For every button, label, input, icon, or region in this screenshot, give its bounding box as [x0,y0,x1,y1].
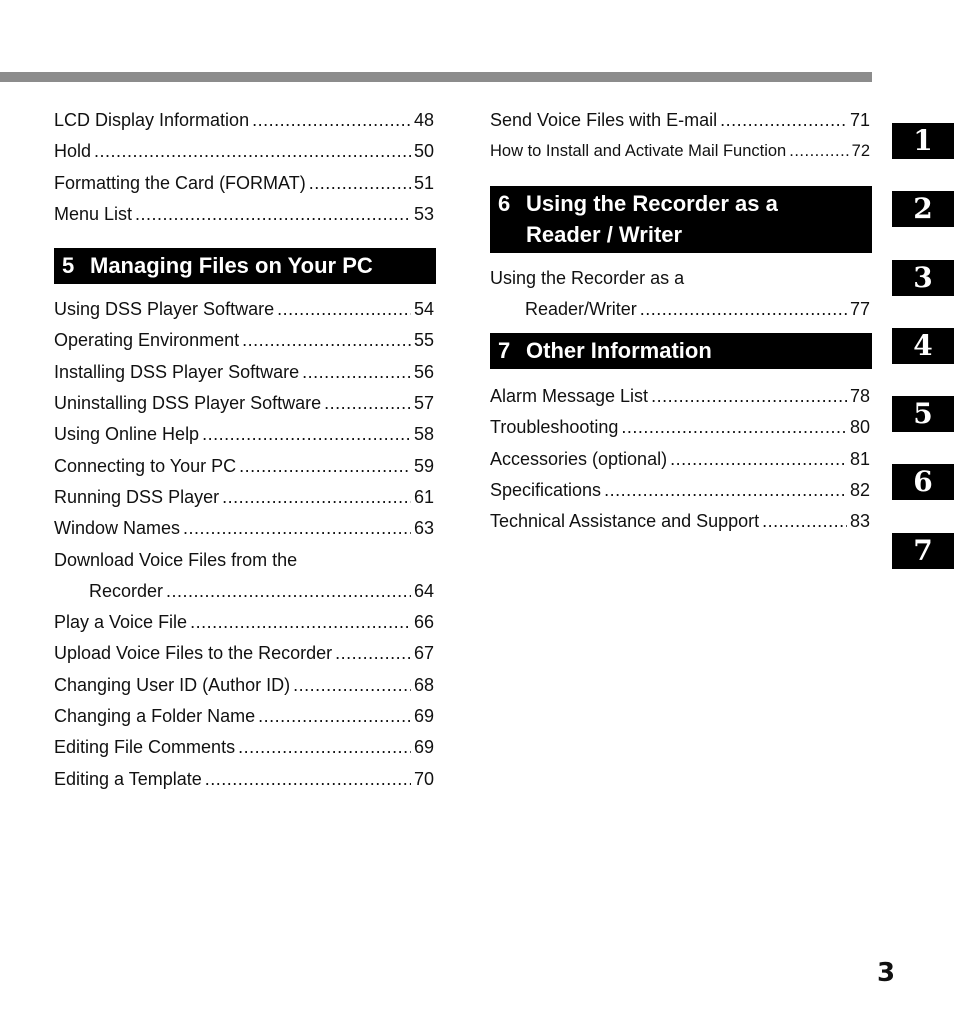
toc-entry-line1[interactable]: Download Voice Files from the [54,549,298,570]
toc-entry[interactable]: Formatting the Card (FORMAT) ..... 51 [54,168,434,199]
toc-entry[interactable]: Send Voice Files with E-mail ..... 71 [490,105,870,136]
toc-entry[interactable]: Editing File Comments ..... 69 [54,732,434,763]
chapter-tab-7[interactable]: 7 [892,533,954,569]
toc-entry[interactable]: Menu List ..... 53 [54,199,434,230]
toc-entry[interactable]: Upload Voice Files to the Recorder ..... 67 [54,638,434,669]
toc-right-column [490,105,870,538]
toc-entry[interactable]: Using DSS Player Software ..... 54 [54,294,434,325]
toc-entry[interactable]: Using Online Help ..... 58 [54,419,434,450]
toc-entry[interactable]: Play a Voice File ..... 66 [54,607,434,638]
chapter-tabs [892,123,954,601]
chapter-tab-5[interactable]: 5 [892,396,954,432]
chapter-tab-3[interactable]: 3 [892,260,954,296]
section-heading-7: 7 Other Information [490,333,872,369]
toc-entry[interactable]: LCD Display Information ..... 48 [54,105,434,136]
chapter-tab-6[interactable]: 6 [892,464,954,500]
toc-entry-line1[interactable]: Using the Recorder as a [490,267,685,288]
toc-entry[interactable]: Alarm Message List ..... 78 [490,381,870,412]
toc-entry[interactable]: Technical Assistance and Support ..... 83 [490,506,870,537]
chapter-tab-4[interactable]: 4 [892,328,954,364]
toc-entry[interactable]: Connecting to Your PC ..... 59 [54,451,434,482]
toc-entry[interactable]: How to Install and Activate Mail Function ..... 72 [490,136,870,167]
toc-entry[interactable]: Accessories (optional) ..... 81 [490,444,870,475]
toc-entry[interactable]: Hold ..... 50 [54,136,434,167]
toc-entry[interactable]: Installing DSS Player Software ..... 56 [54,357,434,388]
toc-entry[interactable]: Changing User ID (Author ID) ..... 68 [54,670,434,701]
header-rule [0,72,872,82]
chapter-tab-1[interactable]: 1 [892,123,954,159]
toc-entry[interactable]: Reader/Writer ..... 77 [490,294,870,325]
toc-entry[interactable]: Changing a Folder Name ..... 69 [54,701,434,732]
chapter-tab-2[interactable]: 2 [892,191,954,227]
toc-entry[interactable]: Recorder ..... 64 [54,576,434,607]
section-heading-6: 6 Using the Recorder as a Reader / Writer [490,186,872,253]
toc-entry[interactable]: Operating Environment ..... 55 [54,325,434,356]
toc-entry[interactable]: Specifications ..... 82 [490,475,870,506]
toc-left-column [54,105,434,795]
section-heading-5: 5 Managing Files on Your PC [54,248,436,284]
toc-entry[interactable]: Window Names ..... 63 [54,513,434,544]
toc-entry[interactable]: Uninstalling DSS Player Software ..... 57 [54,388,434,419]
toc-entry[interactable]: Troubleshooting ..... 80 [490,412,870,443]
toc-entry[interactable]: Running DSS Player ..... 61 [54,482,434,513]
toc-entry[interactable]: Editing a Template ..... 70 [54,764,434,795]
page-number: 3 [877,958,896,988]
